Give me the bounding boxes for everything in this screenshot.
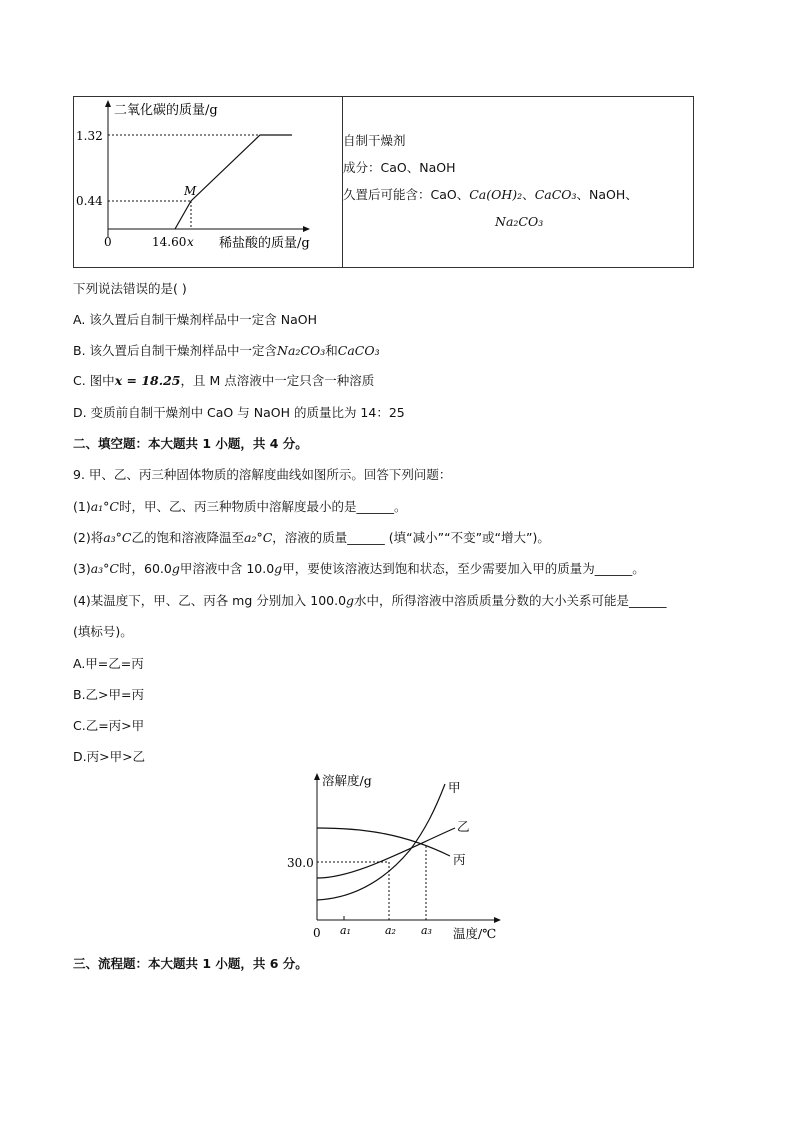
- co2-mass-graph: [74, 97, 342, 269]
- q9-part4: [73, 591, 667, 609]
- curve-bing: [317, 828, 450, 856]
- sep: 、: [522, 187, 535, 202]
- may-contain-suffix: 、NaOH、: [576, 187, 638, 202]
- q9-part4-cont: (填标号)。: [73, 624, 133, 639]
- solubility-graph: [285, 770, 510, 945]
- q9-option-d: D.丙>甲>乙: [73, 749, 146, 764]
- q9-option-a: A.甲=乙=丙: [73, 656, 144, 671]
- graph2-origin: 0: [313, 926, 321, 940]
- tick-044: 0.44: [76, 194, 103, 208]
- label-bing: 丙: [453, 852, 466, 867]
- may-contain-prefix: 久置后可能含：CaO、: [343, 187, 470, 202]
- formula-caco3: CaCO₃: [534, 187, 577, 202]
- q9-2-temp1: a₃°C: [103, 530, 132, 545]
- section-2-heading: 二、填空题：本大题共 1 小题，共 4 分。: [73, 436, 308, 451]
- q9-4-b: 水中，所得溶液中溶质质量分数的大小关系可能是______: [354, 593, 667, 608]
- q9-1-num: (1): [73, 499, 91, 514]
- y-axis-arrow: [105, 100, 111, 107]
- q9-option-c: C.乙=丙>甲: [73, 718, 145, 733]
- q9-1-temp: a₁°C: [90, 499, 119, 514]
- section-3-heading: 三、流程题：本大题共 1 小题，共 6 分。: [73, 956, 308, 971]
- label-jia: 甲: [448, 780, 461, 795]
- x-axis-arrow: [494, 917, 501, 923]
- q9-1-text: 时，甲、乙、丙三种物质中溶解度最小的是______。: [119, 499, 407, 514]
- q9-part2: [73, 528, 550, 546]
- q9-2-a: (2)将: [73, 530, 104, 545]
- tick-label-a3: a₃: [421, 924, 432, 937]
- desiccant-title: 自制干燥剂: [343, 133, 406, 148]
- q9-2-c: ，溶液的质量______ (填“减小”“不变”或“增大”)。: [272, 530, 550, 545]
- q8-stem: 下列说法错误的是( ): [73, 281, 187, 296]
- q8-option-b: [73, 341, 380, 359]
- q8-option-d: D. 变质前自制干燥剂中 CaO 与 NaOH 的质量比为 14：25: [73, 405, 405, 420]
- q9-4-a: (4)某温度下，甲、乙、丙各 mg 分别加入 100.0: [73, 593, 347, 608]
- graph1-origin: 0: [104, 235, 112, 249]
- q9-3-d: 甲，要使该溶液达到饱和状态，至少需要加入甲的质量为______。: [282, 561, 645, 576]
- q8-b-formula1: Na₂CO₃: [277, 343, 326, 358]
- q9-3-c: 甲溶液中含 10.0: [179, 561, 275, 576]
- q8-b-formula2: CaCO₃: [337, 343, 380, 358]
- q9-option-b: B.乙>甲=丙: [73, 687, 144, 702]
- tick-1460: 14.60: [152, 235, 187, 249]
- formula-caoh2: Ca(OH)₂: [469, 187, 523, 202]
- tick-30: 30.0: [287, 856, 314, 870]
- tick-x: x: [187, 235, 194, 249]
- desiccant-composition: 成分：CaO、NaOH: [343, 160, 456, 175]
- q9-part3: [73, 559, 645, 577]
- q8-b-and: 和: [325, 343, 338, 358]
- q8-b-prefix: B. 该久置后自制干燥剂样品中一定含: [73, 343, 278, 358]
- q9-3-g1: g: [171, 561, 180, 576]
- q9-2-b: 乙的饱和溶液降温至: [131, 530, 245, 545]
- q9-3-b: 时，60.0: [119, 561, 172, 576]
- formula-na2co3: Na₂CO₃: [495, 214, 544, 229]
- label-yi: 乙: [457, 819, 470, 834]
- desiccant-may-contain: [343, 181, 693, 208]
- co2-curve: [175, 135, 292, 229]
- desiccant-info: [343, 127, 693, 235]
- graph2-xlabel: 温度/℃: [453, 926, 497, 941]
- curve-yi: [317, 828, 455, 878]
- graph1-ylabel: 二氧化碳的质量/g: [114, 103, 218, 118]
- q9-4-g: g: [346, 593, 355, 608]
- tick-label-a1: a₁: [340, 924, 351, 937]
- graph2-ylabel: 溶解度/g: [322, 773, 372, 788]
- graph1-xlabel: 稀盐酸的质量/g: [219, 236, 310, 251]
- q9-2-temp2: a₂°C: [244, 530, 273, 545]
- q8-c-prefix: C. 图中: [73, 373, 115, 388]
- desiccant-may-contain-2: [343, 208, 693, 235]
- q9-stem: 9. 甲、乙、丙三种固体物质的溶解度曲线如图所示。回答下列问题：: [73, 467, 452, 482]
- q8-c-suffix: ，且 M 点溶液中一定只含一种溶质: [180, 373, 375, 388]
- q8-c-math: x = 18.25: [114, 373, 181, 388]
- tick-132: 1.32: [76, 129, 103, 143]
- x-axis-arrow: [303, 226, 310, 232]
- q8-option-a: A. 该久置后自制干燥剂样品中一定含 NaOH: [73, 312, 318, 327]
- tick-label-a2: a₂: [385, 924, 396, 937]
- q9-3-temp: a₃°C: [90, 561, 119, 576]
- info-table: [73, 96, 694, 268]
- q9-3-a: (3): [73, 561, 91, 576]
- y-axis-arrow: [314, 773, 320, 780]
- q9-part1: [73, 497, 407, 515]
- q8-option-c: [73, 371, 374, 389]
- point-m-label: M: [184, 184, 197, 198]
- q9-3-g2: g: [274, 561, 283, 576]
